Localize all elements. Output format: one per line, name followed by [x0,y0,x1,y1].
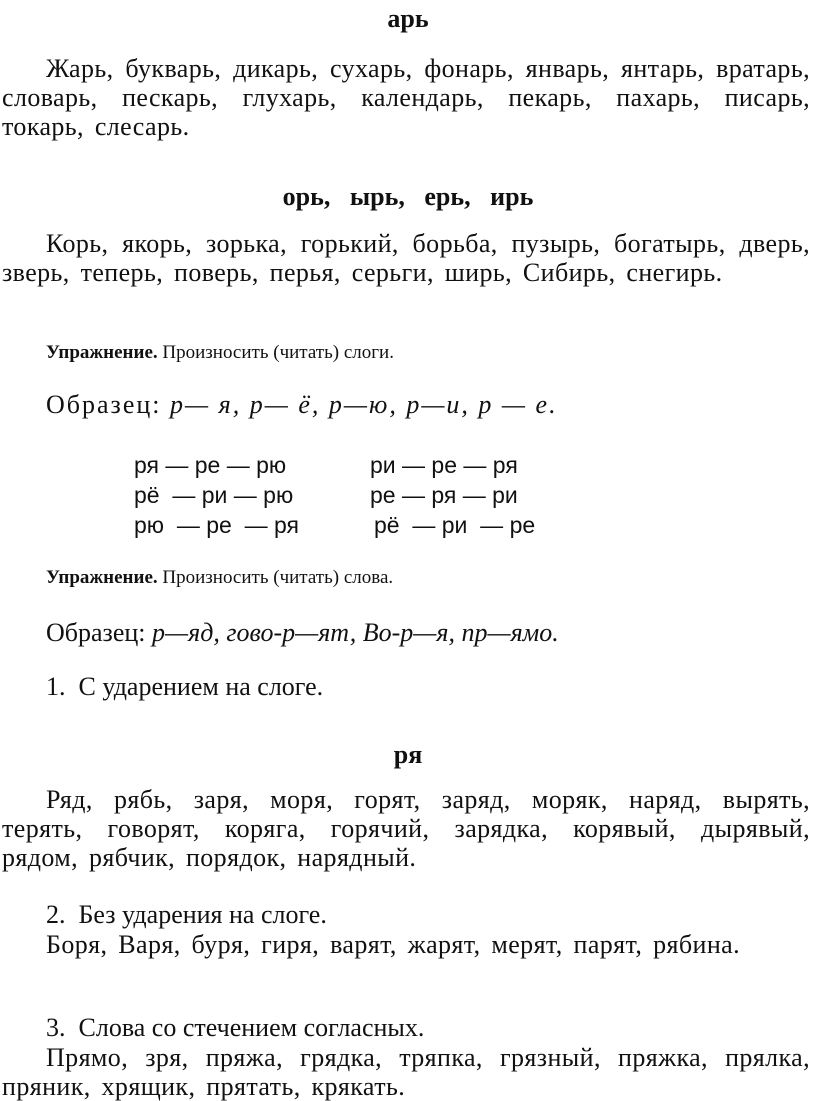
item-1-title: 1. С ударением на слоге. [46,672,324,701]
syllable-row-2-left: рё — ри — рю [134,482,294,508]
item-3-words: Прямо, зря, пряжа, грядка, тряпка, грязный, пряжка, прялка, пряник, хрящик, прятать, крякать. [2,1043,810,1101]
heading-or-yr-er-ir: орь, ырь, ерь, ирь [282,182,534,211]
item-2-title: 2. Без ударения на слоге. [46,900,327,929]
exercise-2-instruction [46,567,393,589]
exercise-text: Произносить (читать) слова. [157,567,394,588]
sample-label: Образец: [46,390,170,419]
sample-text: р—яд, гово-р—ят, Во-р—я, пр—ямо. [152,618,559,647]
sample-label: Образец: [46,618,152,647]
paragraph-ar-words: Жарь, букварь, дикарь, сухарь, фонарь, январь, янтарь, вратарь, словарь, пескарь, глухарь, календарь, пекарь, пахарь, писарь, токарь, слесарь. [2,54,810,141]
syllable-row-1-left: ря — ре — рю [134,452,287,478]
heading-ar: арь [387,4,429,33]
item-3-title: 3. Слова со стечением согласных. [46,1013,425,1042]
paragraph-rya-words: Ряд, рябь, заря, моря, горят, заряд, моряк, наряд, вырять, терять, говорят, коряга, горячий, зарядка, корявый, дырявый, рядом, рябчик, порядок, нарядный. [2,785,810,872]
exercise-label: Упражнение. [46,342,158,363]
syllable-row-3-left: рю — ре — ря [134,512,299,538]
exercise-label: Упражнение. [46,567,158,588]
syllable-row-3-right: рё — ри — ре [374,512,536,538]
exercise-2-sample [46,618,559,648]
paragraph-or-words: Корь, якорь, зорька, горький, борьба, пузырь, богатырь, дверь, зверь, теперь, поверь, перья, серьги, ширь, Сибирь, снегирь. [2,229,810,287]
heading-rya: ря [393,740,423,769]
syllable-row-1-right: ри — ре — ря [370,452,518,478]
exercise-text: Произносить (читать) слоги. [157,342,394,363]
exercise-1-sample [46,390,558,420]
syllable-row-2-right: ре — ря — ри [370,482,518,508]
item-2-words: Боря, Варя, буря, гиря, варят, жарят, мерят, парят, рябина. [46,930,741,959]
sample-text: р— я, р— ё, р—ю, р—и, р — е. [170,390,558,419]
exercise-1-instruction [46,342,394,364]
